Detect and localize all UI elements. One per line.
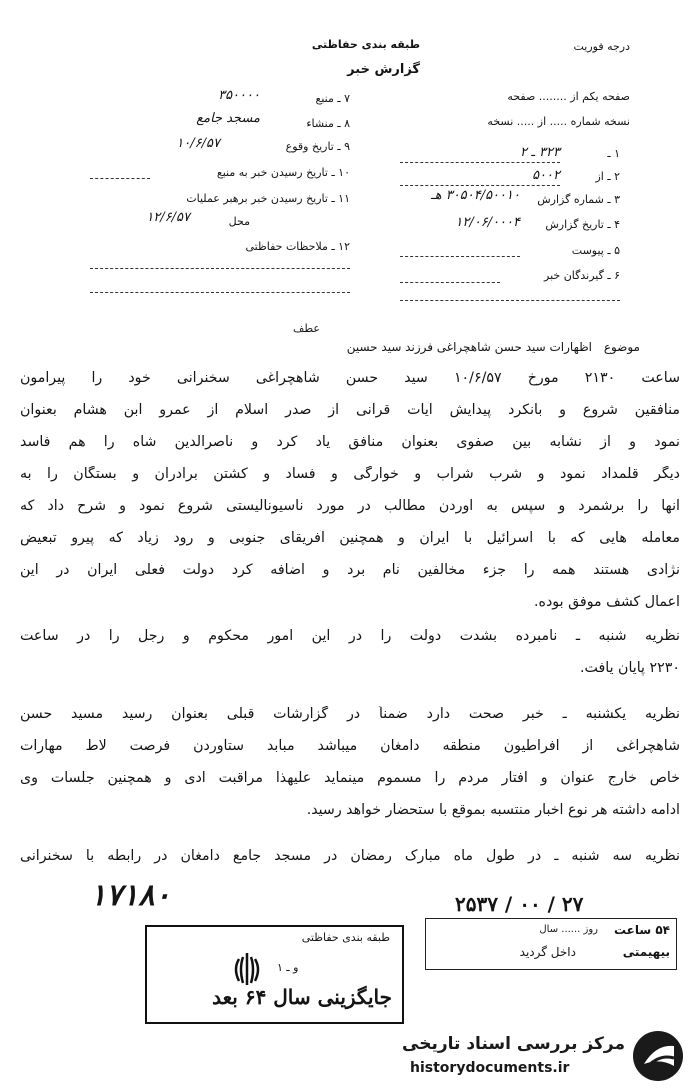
field-7-value: ۳۵۰۰۰۰	[218, 88, 260, 103]
watermark-title: مرکز بررسی اسناد تاریخی	[402, 1034, 625, 1054]
body-line-4: دیگر قلمداد نمود و شرب شراب و خوارگی و فساد و کشتن برادران و بستگان را به	[20, 466, 680, 482]
body-line-7: نژادی هستند همه را جزء مخالفین نام برد و اضافه کرد دولت فعلی ایران در این	[20, 562, 680, 578]
subject-label: موضوع	[603, 340, 640, 354]
analysis-3-line-1: نظریه سه شنبه ـ در طول ماه مبارک رمضان در مسجد جامع دامغان در رابطه با سخنرانی	[20, 848, 680, 864]
received-day: بیهیمتی	[622, 945, 670, 959]
handwritten-number: ۱۷۱۸۰	[90, 878, 171, 913]
stamp-main-text: جایگزینی سال ۶۴ بعد	[212, 985, 392, 1009]
copy-count: نسخه شماره ..... از ..... نسخه	[487, 115, 630, 128]
classification-stamp	[145, 925, 404, 1024]
subject-line	[200, 340, 640, 354]
field-8-label: ۸ ـ منشاء	[306, 117, 350, 130]
analysis-2-line-2: شاهچراغی از افراطیون منطقه دامغان میباشد مبابد ستآوردن فرصت لاط مهارات	[20, 738, 680, 754]
field-3-value: ۳۰۵۰۴/۵۰۰۱۰ هـ	[430, 188, 520, 203]
location-value: ۱۲/۶/۵۷	[146, 210, 190, 225]
received-stamp	[425, 918, 677, 970]
analysis-1-line-1: نظریه شنبه ـ نامبرده بشدت دولت را در این امور محکوم و رجل را در ساعت	[20, 628, 680, 644]
body-line-5: آنها را برشمرد و سپس به آوردن مطالب در مورد ناسیونالیستی شروع نمود و شرح داد که	[20, 498, 680, 514]
body-line-8: اعمال کشف موفق بوده.	[534, 594, 680, 610]
analysis-2-line-3: خاص خارج عنوان و افتار مردم را مسموم مینماید علیهذا مراقبت ادی و همچنین جلسات وی	[20, 770, 680, 786]
form-title: گزارش خبر	[347, 62, 420, 77]
field-9-label: ۹ ـ تاریخ وقوع	[285, 140, 350, 153]
received-suffix: روز ...... سال	[539, 924, 598, 935]
analysis-2-line-1: نظریه یکشنبه ـ خبر صحت دارد ضمناً در گزارشات قبلی بعنوان رسید مسید حسن	[20, 706, 680, 722]
priority-label: درجه فوریت	[573, 40, 630, 53]
subject-text: اظهارات سید حسن شاهچراغی فرزند سید حسین	[346, 340, 592, 354]
field-5-label: ۵ ـ پیوست	[571, 244, 620, 257]
body-line-6: معامله هایی که با اسرائیل با ایران و همچنین آفریقای جنوبی و رود زیاد که پیرو تبعیض	[20, 530, 680, 546]
field-9-value: ۱۰/۶/۵۷	[176, 136, 220, 151]
subject-insert: عطف	[293, 322, 320, 335]
field-10-label: ۱۰ ـ تاریخ رسیدن خبر به منبع	[216, 166, 350, 179]
date-stamp: ۲۵۳۷ / ۰۰ / ۲۷	[455, 892, 584, 916]
field-12-label: ۱۲ ـ ملاحظات حفاظتی	[245, 240, 350, 253]
field-4-label: ۴ ـ تاریخ گزارش	[545, 218, 620, 231]
stamp-number: و ـ ۱	[277, 961, 299, 974]
body-line-3: نمود و از نشابه بین صفوی بعنوان منافق یاد کرد و ناصرالدین شاه را هم فاسد	[20, 434, 680, 450]
field-2-label: ۲ ـ از	[595, 170, 620, 183]
field-3-label: ۳ ـ شماره گزارش	[537, 193, 620, 206]
field-2-value: ۵۰۰۲	[532, 168, 560, 183]
classification-label: طبقه بندی حفاظتی	[311, 38, 420, 51]
received-label: داخل گردید	[519, 945, 576, 959]
page-count: صفحه یکم از ........ صفحه	[507, 90, 630, 103]
field-7-label: ۷ ـ منبع	[315, 92, 350, 105]
body-line-2: منافقین شروع و بانکرد پیدایش آیات قرآنی از صدر اسلام از عمرو ابن هشام بعنوان	[20, 402, 680, 418]
field-4-value: ۱۲/۰۶/۰۰۰۴	[455, 215, 520, 230]
watermark-url: historydocuments.ir	[410, 1060, 570, 1076]
location-label: محل	[228, 215, 250, 228]
field-8-value: مسجد جامع	[196, 111, 260, 126]
received-date: ۵۴ ساعت	[613, 923, 670, 937]
field-1-label: ۱ ـ	[607, 147, 620, 160]
body-line-1: ساعت ۲۱۳۰ مورخ ۱۰/۶/۵۷ سید حسن شاهچراغی سخنرانی خود را پیرامون	[20, 370, 680, 386]
field-6-label: ۶ ـ گیرندگان خبر	[544, 269, 620, 282]
analysis-2-line-4: ادامه داشته هر نوع اخبار منتسبه بموقع با ستحضار خواهد رسید.	[306, 802, 680, 818]
emblem-icon	[227, 949, 267, 989]
field-11-label: ۱۱ ـ تاریخ رسیدن خبر برهبر عملیات	[186, 192, 350, 205]
stamp-classification-label: طبقه بندی حفاظتی	[301, 931, 390, 944]
analysis-1-line-2: ۲۲۳۰ پایان یافت.	[580, 660, 680, 676]
field-1-value: ۳۲۳ ـ ۲	[519, 145, 560, 160]
logo-icon	[630, 1028, 686, 1084]
